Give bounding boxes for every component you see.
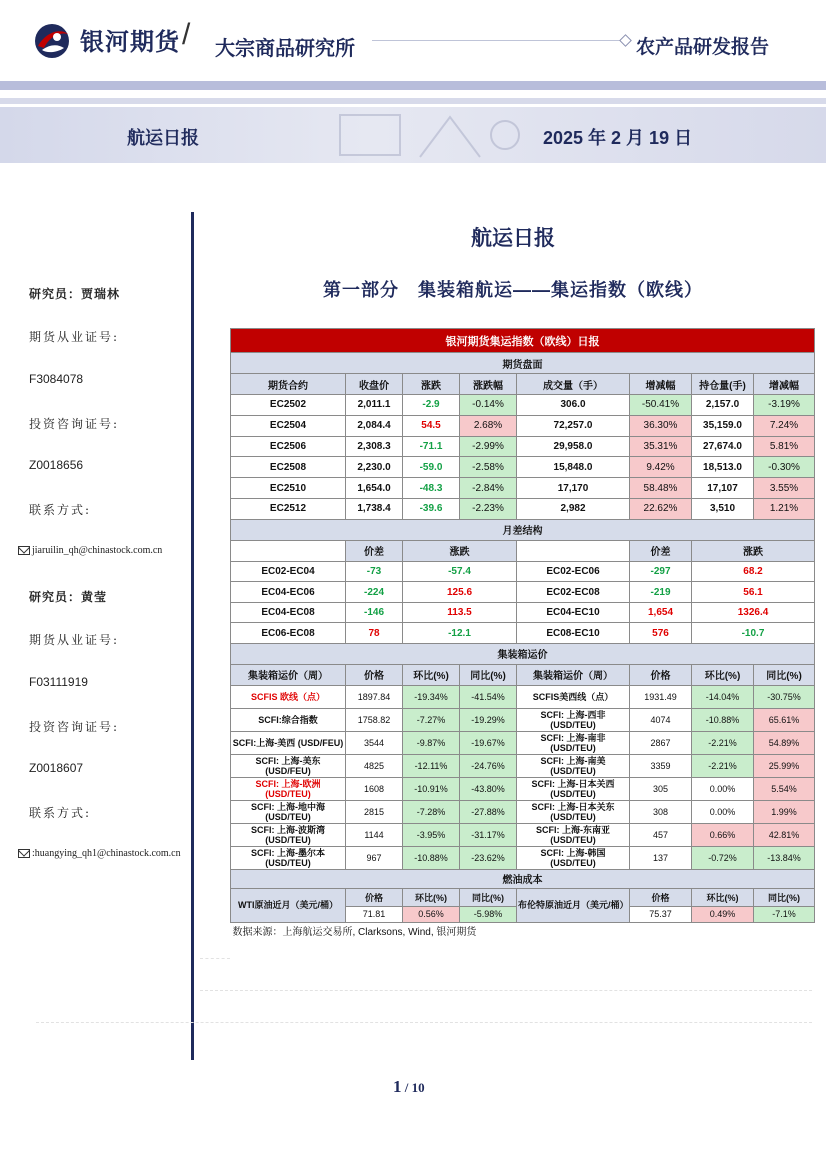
table-row [231,395,815,416]
change: -2.9 [403,395,460,416]
change: -48.3 [403,478,460,499]
mail-icon [18,546,30,555]
banner-decoration-icon [330,107,530,163]
price: 1608 [346,777,403,800]
column-header: 同比(%) [754,888,815,906]
change-pct: -2.99% [460,436,517,457]
analyst2-name: 研究员：黄莹 [29,590,108,604]
column-header: 价格 [630,888,692,906]
yoy: -24.76% [460,754,517,777]
table-row [231,754,815,777]
yoy: 42.81% [754,823,815,846]
table-row [231,685,815,708]
column-header: 集装箱运价（周） [231,664,346,685]
analyst2-email[interactable]: :huangying_qh1@chinastock.com.cn [32,848,181,859]
table-row [231,823,815,846]
spread-change: -10.7 [692,623,815,644]
wti-price: 71.81 [346,906,403,922]
data-source: 数据来源：上海航运交易所, Clarksons, Wind, 银河期货 [232,926,477,938]
institute-name: 大宗商品研究所 [215,38,355,60]
spread-change: -57.4 [403,561,517,582]
route-name: SCFI: 上海-波斯湾 (USD/TEU) [231,823,346,846]
route-name: SCFI: 上海-欧洲 (USD/TEU) [231,777,346,800]
yoy: 65.61% [754,708,815,731]
futures-section-header: 期货盘面 [231,353,815,374]
yoy: -31.17% [460,823,517,846]
contract: EC2504 [231,415,346,436]
contract: EC2510 [231,478,346,499]
close-price: 1,738.4 [346,498,403,519]
volume: 17,170 [517,478,630,499]
divider [36,1022,812,1023]
route-name: SCFI: 上海-南非 (USD/TEU) [517,731,630,754]
title-banner [0,107,826,163]
analyst2-email-row [18,848,181,859]
sidebar-divider [191,212,194,1060]
spread-name: EC02-EC08 [517,582,630,603]
yoy: 1.99% [754,800,815,823]
column-header: 价格 [346,888,403,906]
volume-pct: 22.62% [630,498,692,519]
analyst1-consult: Z0018656 [29,458,84,472]
table-row [231,582,815,603]
contract: EC2506 [231,436,346,457]
analyst2-license: F03111919 [29,675,88,689]
oi-pct: -0.30% [754,457,815,478]
open-interest: 18,513.0 [692,457,754,478]
analyst2-license-label: 期货从业证号: [29,633,120,647]
futures-header-row [231,374,815,395]
column-header: 同比(%) [460,888,517,906]
volume: 15,848.0 [517,457,630,478]
spread-value: -297 [630,561,692,582]
analyst1-license-label: 期货从业证号: [29,330,120,344]
change: 54.5 [403,415,460,436]
mom: -9.87% [403,731,460,754]
route-name: SCFIS 欧线（点） [231,685,346,708]
route-name: SCFI: 上海-韩国 (USD/TEU) [517,846,630,869]
column-header: 涨跌 [403,374,460,395]
brent-label: 布伦特原油近月（美元/桶） [517,888,630,922]
contract: EC2502 [231,395,346,416]
price: 308 [630,800,692,823]
spread-header-row [231,540,815,561]
close-price: 2,308.3 [346,436,403,457]
yoy: -27.88% [460,800,517,823]
spread-name: EC04-EC06 [231,582,346,603]
logo-divider: / [182,18,191,51]
report-type: 农产品研发报告 [636,37,770,58]
wti-mom: 0.56% [403,906,460,922]
route-name: SCFI: 上海-美东 (USD/FEU) [231,754,346,777]
change: -59.0 [403,457,460,478]
table-row [231,777,815,800]
column-header: 期货合约 [231,374,346,395]
blank-cell [231,540,346,561]
spread-change: -12.1 [403,623,517,644]
report-date: 2025 年 2 月 19 日 [543,128,693,148]
column-header: 同比(%) [754,664,815,685]
mom: -14.04% [692,685,754,708]
price: 4825 [346,754,403,777]
route-name: SCFI: 上海-地中海 (USD/TEU) [231,800,346,823]
price: 2867 [630,731,692,754]
table-row [231,415,815,436]
route-name: SCFI:综合指数 [231,708,346,731]
yoy: -13.84% [754,846,815,869]
table-row [231,800,815,823]
open-interest: 17,107 [692,478,754,499]
mail-icon [18,849,30,858]
report-title: 航运日报 [471,227,555,250]
column-header: 价差 [346,540,403,561]
spread-name: EC02-EC04 [231,561,346,582]
yoy: -43.80% [460,777,517,800]
spread-name: EC02-EC06 [517,561,630,582]
spread-change: 1326.4 [692,602,815,623]
price: 4074 [630,708,692,731]
current-page: 1 [393,1077,402,1096]
change-pct: -2.84% [460,478,517,499]
price: 1758.82 [346,708,403,731]
container-index-table [230,328,815,938]
table-row [231,561,815,582]
spread-name: EC04-EC08 [231,602,346,623]
table-row [231,708,815,731]
mom: -19.34% [403,685,460,708]
volume: 29,958.0 [517,436,630,457]
column-header: 收盘价 [346,374,403,395]
column-header: 同比(%) [460,664,517,685]
mom: -7.28% [403,800,460,823]
analyst1-email[interactable]: jiaruilin_qh@chinastock.com.cn [32,545,163,556]
column-header: 增减幅 [754,374,815,395]
spread-value: -146 [346,602,403,623]
oi-pct: 1.21% [754,498,815,519]
price: 967 [346,846,403,869]
analyst1-contact-label: 联系方式: [29,503,92,517]
column-header: 涨跌幅 [460,374,517,395]
section-title: 第一部分 集装箱航运——集运指数（欧线） [323,280,703,300]
analyst1-license: F3084078 [29,372,84,386]
yoy: 54.89% [754,731,815,754]
column-header: 价格 [630,664,692,685]
close-price: 2,011.1 [346,395,403,416]
mom: -12.11% [403,754,460,777]
route-name: SCFI: 上海-日本关东 (USD/TEU) [517,800,630,823]
yoy: 25.99% [754,754,815,777]
spread-section-header: 月差结构 [231,519,815,540]
close-price: 2,084.4 [346,415,403,436]
table-row [231,498,815,519]
yoy: -30.75% [754,685,815,708]
blank-cell [517,540,630,561]
spread-change: 56.1 [692,582,815,603]
divider [200,958,230,959]
spread-value: -219 [630,582,692,603]
price: 2815 [346,800,403,823]
column-header: 环比(%) [692,888,754,906]
spread-name: EC08-EC10 [517,623,630,644]
column-header: 环比(%) [403,888,460,906]
route-name: SCFI: 上海-东南亚 (USD/TEU) [517,823,630,846]
oi-pct: 3.55% [754,478,815,499]
spread-name: EC06-EC08 [231,623,346,644]
yoy: -19.67% [460,731,517,754]
change-pct: -2.23% [460,498,517,519]
header-rule [372,40,620,41]
wti-yoy: -5.98% [460,906,517,922]
spread-value: 78 [346,623,403,644]
spread-value: 1,654 [630,602,692,623]
column-header: 成交量（手） [517,374,630,395]
diamond-icon [619,34,632,47]
yoy: -23.62% [460,846,517,869]
price: 1144 [346,823,403,846]
table-row [231,457,815,478]
header-stripe-light [0,98,826,104]
close-price: 1,654.0 [346,478,403,499]
yoy: -19.29% [460,708,517,731]
mom: -10.88% [403,846,460,869]
page-separator: / [401,1080,412,1095]
change: -39.6 [403,498,460,519]
table-row [231,623,815,644]
route-name: SCFI:上海-美西 (USD/FEU) [231,731,346,754]
mom: -10.88% [692,708,754,731]
yoy: 5.54% [754,777,815,800]
volume-pct: -50.41% [630,395,692,416]
analyst2-consult: Z0018607 [29,761,84,775]
yoy: -41.54% [460,685,517,708]
spread-name: EC04-EC10 [517,602,630,623]
volume-pct: 9.42% [630,457,692,478]
change-pct: -2.58% [460,457,517,478]
spread-change: 125.6 [403,582,517,603]
mom: -3.95% [403,823,460,846]
mom: -2.21% [692,754,754,777]
price: 3544 [346,731,403,754]
route-name: SCFI: 上海-日本关西 (USD/TEU) [517,777,630,800]
open-interest: 3,510 [692,498,754,519]
oi-pct: 7.24% [754,415,815,436]
analyst2-consult-label: 投资咨询证号: [29,720,120,734]
fuel-section-header: 燃油成本 [231,869,815,888]
volume: 2,982 [517,498,630,519]
table-title: 银河期货集运指数（欧线）日报 [231,329,815,353]
mom: 0.66% [692,823,754,846]
change-pct: -0.14% [460,395,517,416]
mom: -0.72% [692,846,754,869]
table-row [231,846,815,869]
route-name: SCFI: 上海-南美 (USD/TEU) [517,754,630,777]
close-price: 2,230.0 [346,457,403,478]
brent-yoy: -7.1% [754,906,815,922]
spread-value: -224 [346,582,403,603]
company-name: 银河期货 [80,29,180,56]
freight-header-row [231,664,815,685]
column-header: 环比(%) [692,664,754,685]
mom: -7.27% [403,708,460,731]
price: 1931.49 [630,685,692,708]
column-header: 环比(%) [403,664,460,685]
open-interest: 35,159.0 [692,415,754,436]
table-row [231,602,815,623]
price: 457 [630,823,692,846]
oi-pct: 5.81% [754,436,815,457]
volume-pct: 58.48% [630,478,692,499]
change-pct: 2.68% [460,415,517,436]
mom: -2.21% [692,731,754,754]
column-header: 价差 [630,540,692,561]
table-row [231,478,815,499]
column-header: 持仓量(手) [692,374,754,395]
contract: EC2508 [231,457,346,478]
volume-pct: 36.30% [630,415,692,436]
analyst1-email-row [18,545,162,556]
route-name: SCFI: 上海-墨尔本 (USD/TEU) [231,846,346,869]
table-row [231,731,815,754]
route-name: SCFIS美西线（点） [517,685,630,708]
brent-mom: 0.49% [692,906,754,922]
brent-price: 75.37 [630,906,692,922]
price: 1897.84 [346,685,403,708]
column-header: 价格 [346,664,403,685]
mom: 0.00% [692,777,754,800]
spread-value: 576 [630,623,692,644]
banner-title: 航运日报 [127,128,199,148]
contract: EC2512 [231,498,346,519]
total-pages: 10 [411,1080,425,1095]
fuel-header-row [231,888,815,906]
header-stripe [0,81,826,90]
column-header: 涨跌 [403,540,517,561]
table-row [231,436,815,457]
analyst1-consult-label: 投资咨询证号: [29,417,120,431]
change: -71.1 [403,436,460,457]
route-name: SCFI: 上海-西非 (USD/TEU) [517,708,630,731]
spread-change: 113.5 [403,602,517,623]
wti-label: WTI原油近月（美元/桶） [231,888,346,922]
column-header: 涨跌 [692,540,815,561]
analyst1-name: 研究员：贾瑞林 [29,287,121,301]
price: 305 [630,777,692,800]
open-interest: 27,674.0 [692,436,754,457]
spread-value: -73 [346,561,403,582]
analyst2-contact-label: 联系方式: [29,806,92,820]
freight-section-header: 集装箱运价 [231,643,815,664]
column-header: 增减幅 [630,374,692,395]
volume: 306.0 [517,395,630,416]
volume: 72,257.0 [517,415,630,436]
galaxy-logo-icon [32,22,72,60]
spread-change: 68.2 [692,561,815,582]
oi-pct: -3.19% [754,395,815,416]
mom: 0.00% [692,800,754,823]
price: 3359 [630,754,692,777]
open-interest: 2,157.0 [692,395,754,416]
divider [200,990,812,991]
page-number [393,1077,425,1097]
mom: -10.91% [403,777,460,800]
column-header: 集装箱运价（周） [517,664,630,685]
volume-pct: 35.31% [630,436,692,457]
page-header [0,0,826,82]
price: 137 [630,846,692,869]
